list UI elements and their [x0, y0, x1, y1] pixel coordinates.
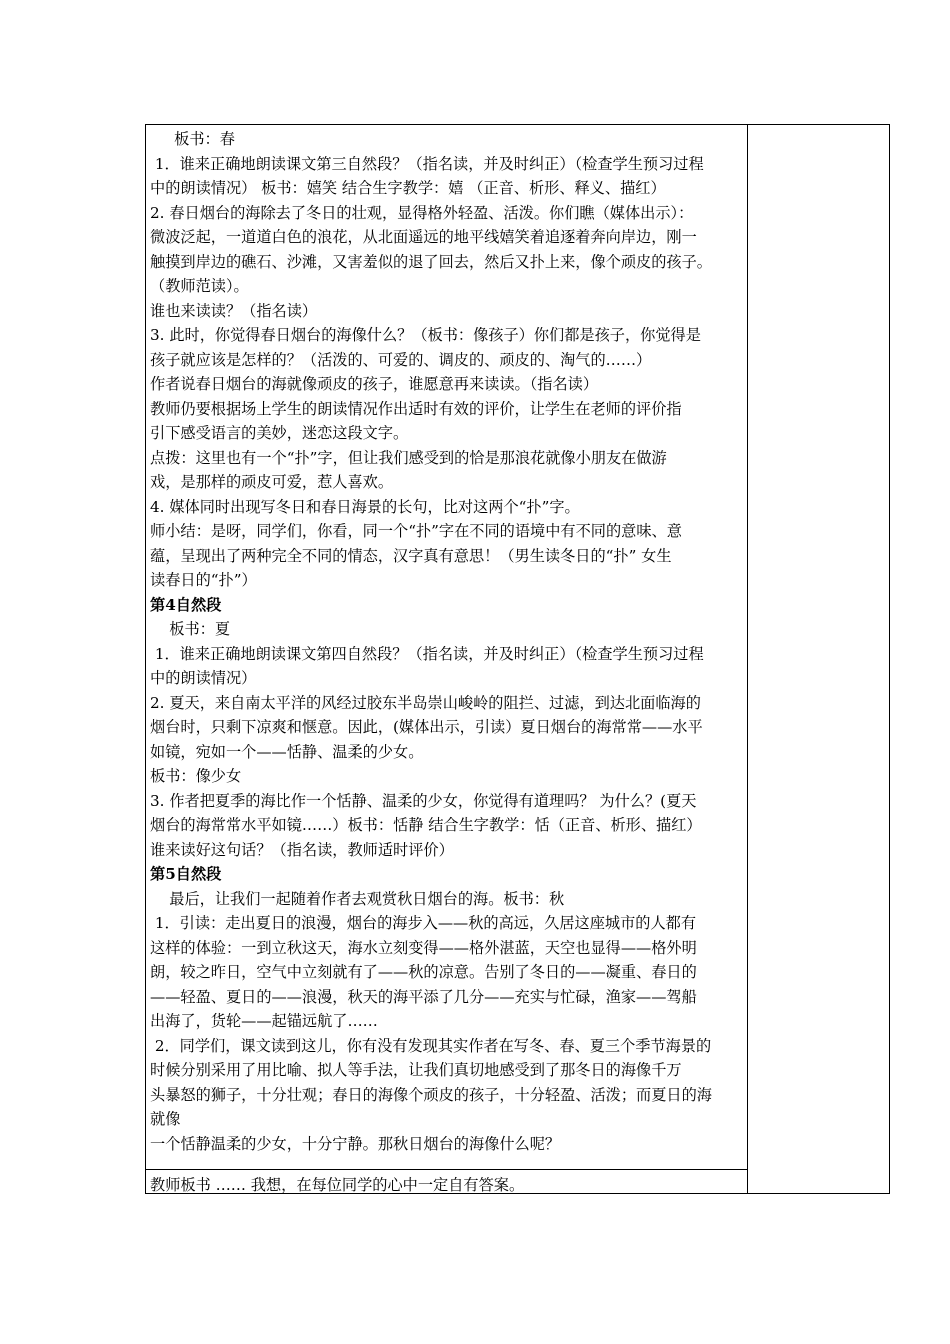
- text-line: 中的朗读情况）: [150, 669, 257, 687]
- text-line: 如镜，宛如一个——恬静、温柔的少女。: [150, 742, 424, 761]
- final-line: 教师板书 …… 我想，在每位同学的心中一定自有答案。: [150, 1176, 525, 1194]
- text-line: 时候分别采用了用比喻、拟人等手法，让我们真切地感受到了那冬日的海像千万: [150, 1061, 682, 1079]
- text-line: 引下感受语言的美妙，迷恋这段文字。: [150, 424, 409, 442]
- lesson-table: [145, 124, 890, 1194]
- text-line: 3. 此时，你觉得春日烟台的海像什么？（板书：像孩子）你们都是孩子，你觉得是: [150, 326, 701, 344]
- text-line: 板书：像少女: [150, 767, 242, 785]
- text-line: 1．引读：走出夏日的浪漫，烟台的海步入——秋的高远，久居这座城市的人都有: [150, 914, 697, 932]
- text-line: 板书：春: [150, 130, 235, 148]
- text-line: 2．同学们，课文读到这儿，你有没有发现其实作者在写冬、春、夏三个季节海景的: [150, 1036, 712, 1055]
- text-line: 1．谁来正确地朗读课文第四自然段？（指名读，并及时纠正）（检查学生预习过程: [150, 644, 704, 663]
- text-line: 就像: [150, 1110, 181, 1128]
- lesson-content: [150, 127, 744, 1156]
- text-line: 朗，较之昨日，空气中立刻就有了——秋的凉意。告别了冬日的——凝重、春日的: [150, 963, 697, 981]
- text-line: ——轻盈、夏日的——浪漫，秋天的海平添了几分——充实与忙碌，渔家——驾船: [150, 987, 697, 1006]
- column-divider: [747, 125, 748, 1193]
- text-line: 最后，让我们一起随着作者去观赏秋日烟台的海。板书：秋: [150, 889, 565, 908]
- text-line: 1．谁来正确地朗读课文第三自然段？（指名读，并及时纠正）（检查学生预习过程: [150, 154, 704, 173]
- text-line: 板书：夏: [150, 620, 231, 638]
- text-line: 教师仍要根据场上学生的朗读情况作出适时有效的评价，让学生在老师的评价指: [150, 399, 682, 418]
- text-line: 作者说春日烟台的海就像顽皮的孩子，谁愿意再来读读。（指名读）: [150, 375, 599, 393]
- text-line: （教师范读）。: [150, 277, 249, 295]
- text-line: 谁也来读读？（指名读）: [150, 301, 318, 320]
- text-line: 头暴怒的狮子，十分壮观；春日的海像个顽皮的孩子，十分轻盈、活泼；而夏日的海: [150, 1085, 712, 1104]
- text-line: 烟台时，只剩下凉爽和惬意。因此，(媒体出示，引读）夏日烟台的海常常——水平: [150, 718, 703, 736]
- text-line: 谁来读好这句话？（指名读，教师适时评价）: [150, 840, 454, 859]
- text-line: 孩子就应该是怎样的？（活泼的、可爱的、调皮的、顽皮的、淘气的……）: [150, 350, 652, 369]
- section-heading: 第5自然段: [150, 865, 222, 883]
- text-line: 这样的体验：一到立秋这天，海水立刻变得——格外湛蓝，天空也显得——格外明: [150, 938, 697, 957]
- text-line: 3. 作者把夏季的海比作一个恬静、温柔的少女，你觉得有道理吗？ 为什么？(夏天: [150, 791, 697, 810]
- text-line: 读春日的“扑”）: [150, 571, 257, 589]
- row-divider: [146, 1169, 747, 1170]
- text-line: 戏，是那样的顽皮可爱，惹人喜欢。: [150, 473, 393, 491]
- text-line: 4. 媒体同时出现写冬日和春日海景的长句，比对这两个“扑”字。: [150, 497, 580, 516]
- text-line: 出海了，货轮——起锚远航了……: [150, 1012, 378, 1030]
- text-line: 师小结：是呀，同学们，你看，同一个“扑”字在不同的语境中有不同的意味、意: [150, 522, 682, 540]
- text-line: 触摸到岸边的礁石、沙滩，又害羞似的退了回去，然后又扑上来，像个顽皮的孩子。: [150, 252, 712, 271]
- section-heading: 第4自然段: [150, 595, 222, 614]
- text-line: 一个恬静温柔的少女，十分宁静。那秋日烟台的海像什么呢？: [150, 1134, 561, 1153]
- text-line: 2. 春日烟台的海除去了冬日的壮观，显得格外轻盈、活泼。你们瞧（媒体出示）：: [150, 203, 694, 222]
- text-line: 中的朗读情况） 板书：嬉笑 结合生字教学：嬉 （正音、析形、释义、描红）: [150, 179, 666, 197]
- text-line: 烟台的海常常水平如镜……）板书：恬静 结合生字教学：恬（正音、析形、描红）: [150, 816, 702, 834]
- text-line: 点拨：这里也有一个“扑”字，但让我们感受到的恰是那浪花就像小朋友在做游: [150, 448, 667, 467]
- text-line: 微波泛起，一道道白色的浪花，从北面遥远的地平线嬉笑着追逐着奔向岸边，刚一: [150, 228, 697, 246]
- text-line: 2. 夏天，来自南太平洋的风经过胶东半岛崇山峻岭的阻拦、过滤，到达北面临海的: [150, 693, 701, 712]
- text-line: 蕴，呈现出了两种完全不同的情态，汉字真有意思！（男生读冬日的“扑” 女生: [150, 546, 672, 565]
